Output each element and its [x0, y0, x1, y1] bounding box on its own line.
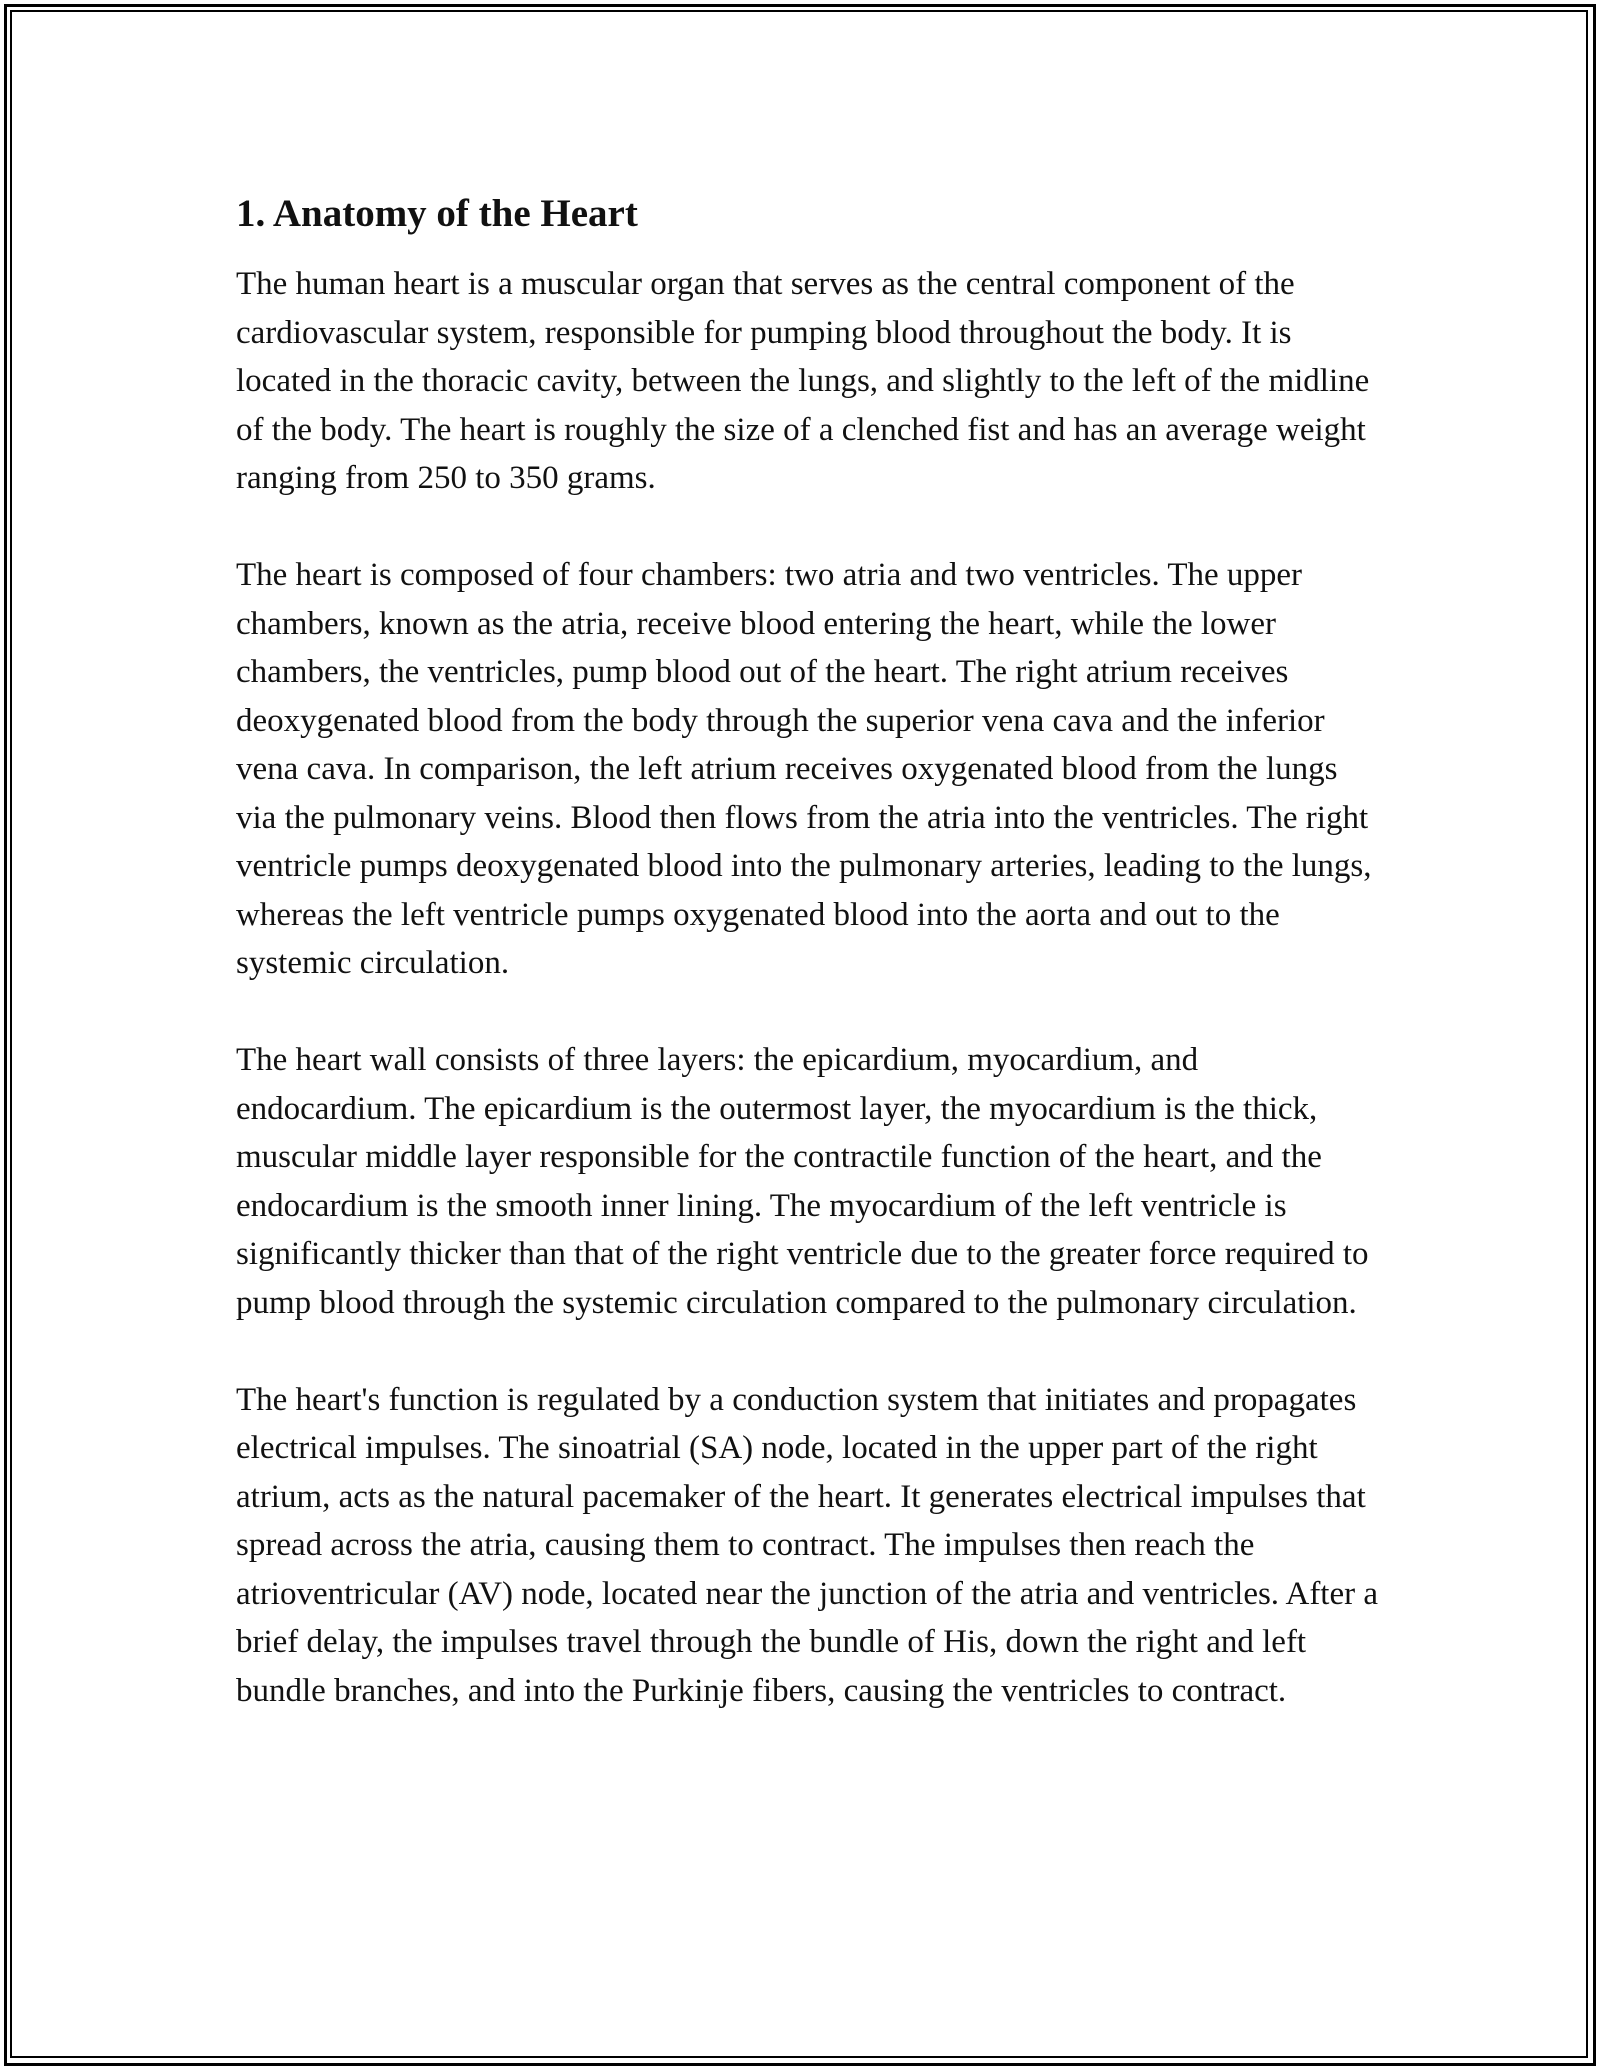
- paragraph-chambers: The heart is composed of four chambers: two atria and two ventricles. The upper chambers, known as the atria, receive blood entering the heart, while the lower chambers, the ventricles, pump blood out of the heart. The right atrium receives deoxygenated blood from the body through the superior vena cava and the inferior vena cava. In comparison, the left atrium receives oxygenated blood from the lungs via the pulmonary veins. Blood then flows from the atria into the ventricles. The right ventricle pumps deoxygenated blood into the pulmonary arteries, leading to the lungs, whereas the left ventricle pumps oxygenated blood into the aorta and out to the systemic circulation.: [236, 557, 1372, 981]
- document-body: [236, 186, 1386, 1764]
- paragraph-heart-wall: The heart wall consists of three layers: the epicardium, myocardium, and endocardium. The epicardium is the outermost layer, the myocardium is the thick, muscular middle layer responsible for the contractile function of the heart, and the endocardium is the smooth inner lining. The myocardium of the left ventricle is significantly thicker than that of the right ventricle due to the greater force required to pump blood through the systemic circulation compared to the pulmonary circulation.: [236, 1042, 1369, 1321]
- section-heading: 1. Anatomy of the Heart: [236, 192, 638, 235]
- paragraph-location: The human heart is a muscular organ that serves as the central component of the cardiovascular system, responsible for pumping blood throughout the body. It is located in the thoracic cavity, between the lungs, and slightly to the left of the midline of the body. The heart is roughly the size of a clenched fist and has an average weight ranging from 250 to 350 grams.: [236, 266, 1370, 496]
- paragraph-conduction-system: The heart's function is regulated by a conduction system that initiates and propagates electrical impulses. The sinoatrial (SA) node, located in the upper part of the right atrium, acts as the natural pacemaker of the heart. It generates electrical impulses that spread across the atria, causing them to contract. The impulses then reach the atrioventricular (AV) node, located near the junction of the atria and ventricles. After a brief delay, the impulses travel through the bundle of His, down the right and left bundle branches, and into the Purkinje fibers, causing the ventricles to contract.: [236, 1381, 1379, 1709]
